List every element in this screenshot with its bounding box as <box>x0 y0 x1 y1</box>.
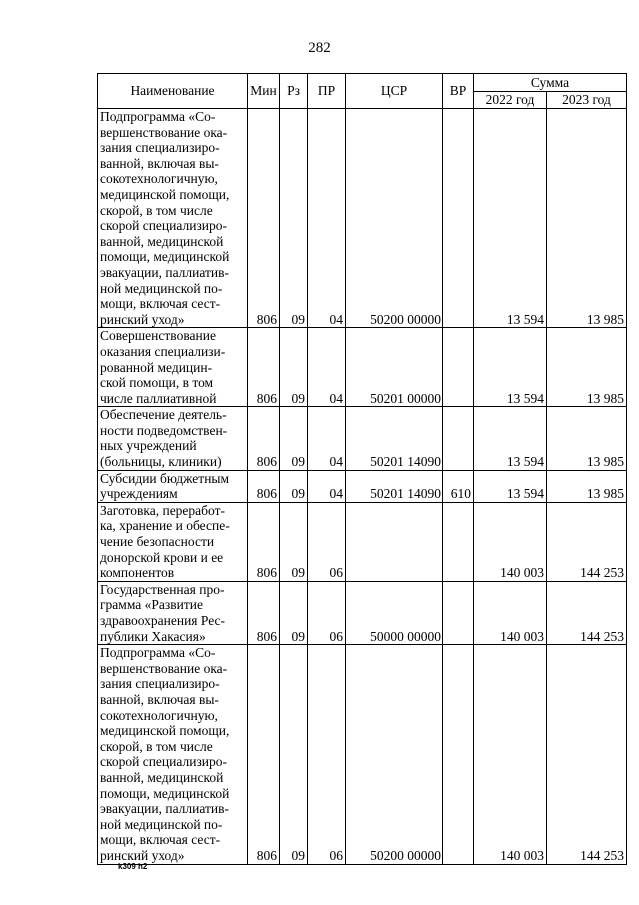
row-csr <box>346 502 443 581</box>
row-2022: 140 003 <box>474 502 547 581</box>
row-csr: 50200 00000 <box>346 645 443 864</box>
row-csr: 50201 00000 <box>346 328 443 407</box>
row-2022: 140 003 <box>474 645 547 864</box>
row-2023: 144 253 <box>547 502 627 581</box>
col-header-sum: Сумма <box>474 74 627 92</box>
row-vr <box>443 645 474 864</box>
col-header-csr: ЦСР <box>346 74 443 109</box>
row-pr: 04 <box>308 407 346 470</box>
footer-code: k309 h2 <box>118 862 148 871</box>
row-vr <box>443 109 474 328</box>
col-header-vr: ВР <box>443 74 474 109</box>
row-2022: 13 594 <box>474 109 547 328</box>
table-row <box>98 328 627 407</box>
row-min: 806 <box>248 328 280 407</box>
row-2023: 144 253 <box>547 581 627 644</box>
row-pr: 04 <box>308 470 346 502</box>
row-rz: 09 <box>280 470 308 502</box>
budget-table <box>97 73 627 865</box>
row-vr <box>443 328 474 407</box>
row-2023: 13 985 <box>547 407 627 470</box>
row-2022: 13 594 <box>474 470 547 502</box>
col-header-rz: Рз <box>280 74 308 109</box>
row-pr: 06 <box>308 502 346 581</box>
row-min: 806 <box>248 109 280 328</box>
col-header-2023: 2023 год <box>547 92 627 109</box>
row-rz: 09 <box>280 645 308 864</box>
row-2023: 13 985 <box>547 470 627 502</box>
row-2022: 140 003 <box>474 581 547 644</box>
row-csr: 50201 14090 <box>346 470 443 502</box>
row-min: 806 <box>248 645 280 864</box>
row-rz: 09 <box>280 407 308 470</box>
row-2022: 13 594 <box>474 328 547 407</box>
col-header-2022: 2022 год <box>474 92 547 109</box>
row-2023: 13 985 <box>547 328 627 407</box>
row-pr: 04 <box>308 328 346 407</box>
row-name: Совершенствование оказания специализи- рованной медицин- ской помощи, в том числе паллиативной <box>98 328 248 407</box>
col-header-pr: ПР <box>308 74 346 109</box>
row-pr: 06 <box>308 645 346 864</box>
row-2023: 144 253 <box>547 645 627 864</box>
row-rz: 09 <box>280 109 308 328</box>
row-csr: 50201 14090 <box>346 407 443 470</box>
row-name: Субсидии бюджетным учреждениям <box>98 470 248 502</box>
table-row <box>98 470 627 502</box>
row-min: 806 <box>248 502 280 581</box>
row-vr <box>443 581 474 644</box>
row-vr <box>443 502 474 581</box>
table-row <box>98 581 627 644</box>
row-vr: 610 <box>443 470 474 502</box>
row-min: 806 <box>248 581 280 644</box>
page-number: 282 <box>308 40 331 56</box>
row-name: Заготовка, переработ- ка, хранение и обеспе- чение безопасности донорской крови и ее компонентов <box>98 502 248 581</box>
row-2022: 13 594 <box>474 407 547 470</box>
col-header-min: Мин <box>248 74 280 109</box>
row-name: Подпрограмма «Со- вершенствование ока- зания специализиро- ванной, включая вы- сокотехнологичную, медицинской помощи, скорой, в том числе скорой специализиро- ванной, медицинской помощи, медицинской эвакуации, паллиатив- ной медицинской по- мощи, включая сест- ринский уход» <box>98 645 248 864</box>
row-csr: 50200 00000 <box>346 109 443 328</box>
table-row <box>98 109 627 328</box>
row-name: Государственная про- грамма «Развитие здравоохранения Рес- публики Хакасия» <box>98 581 248 644</box>
row-rz: 09 <box>280 328 308 407</box>
row-vr <box>443 407 474 470</box>
row-pr: 04 <box>308 109 346 328</box>
row-rz: 09 <box>280 502 308 581</box>
row-pr: 06 <box>308 581 346 644</box>
row-name: Обеспечение деятель- ности подведомствен- ных учреждений (больницы, клиники) <box>98 407 248 470</box>
table-row <box>98 645 627 864</box>
row-min: 806 <box>248 470 280 502</box>
row-name: Подпрограмма «Со- вершенствование ока- зания специализиро- ванной, включая вы- сокотехнологичную, медицинской помощи, скорой, в том числе скорой специализиро- ванной, медицинской помощи, медицинской эвакуации, паллиатив- ной медицинской по- мощи, включая сест- ринский уход» <box>98 109 248 328</box>
col-header-name: Наименование <box>98 74 248 109</box>
row-2023: 13 985 <box>547 109 627 328</box>
row-rz: 09 <box>280 581 308 644</box>
row-csr: 50000 00000 <box>346 581 443 644</box>
table-row <box>98 407 627 470</box>
table-row <box>98 502 627 581</box>
row-min: 806 <box>248 407 280 470</box>
